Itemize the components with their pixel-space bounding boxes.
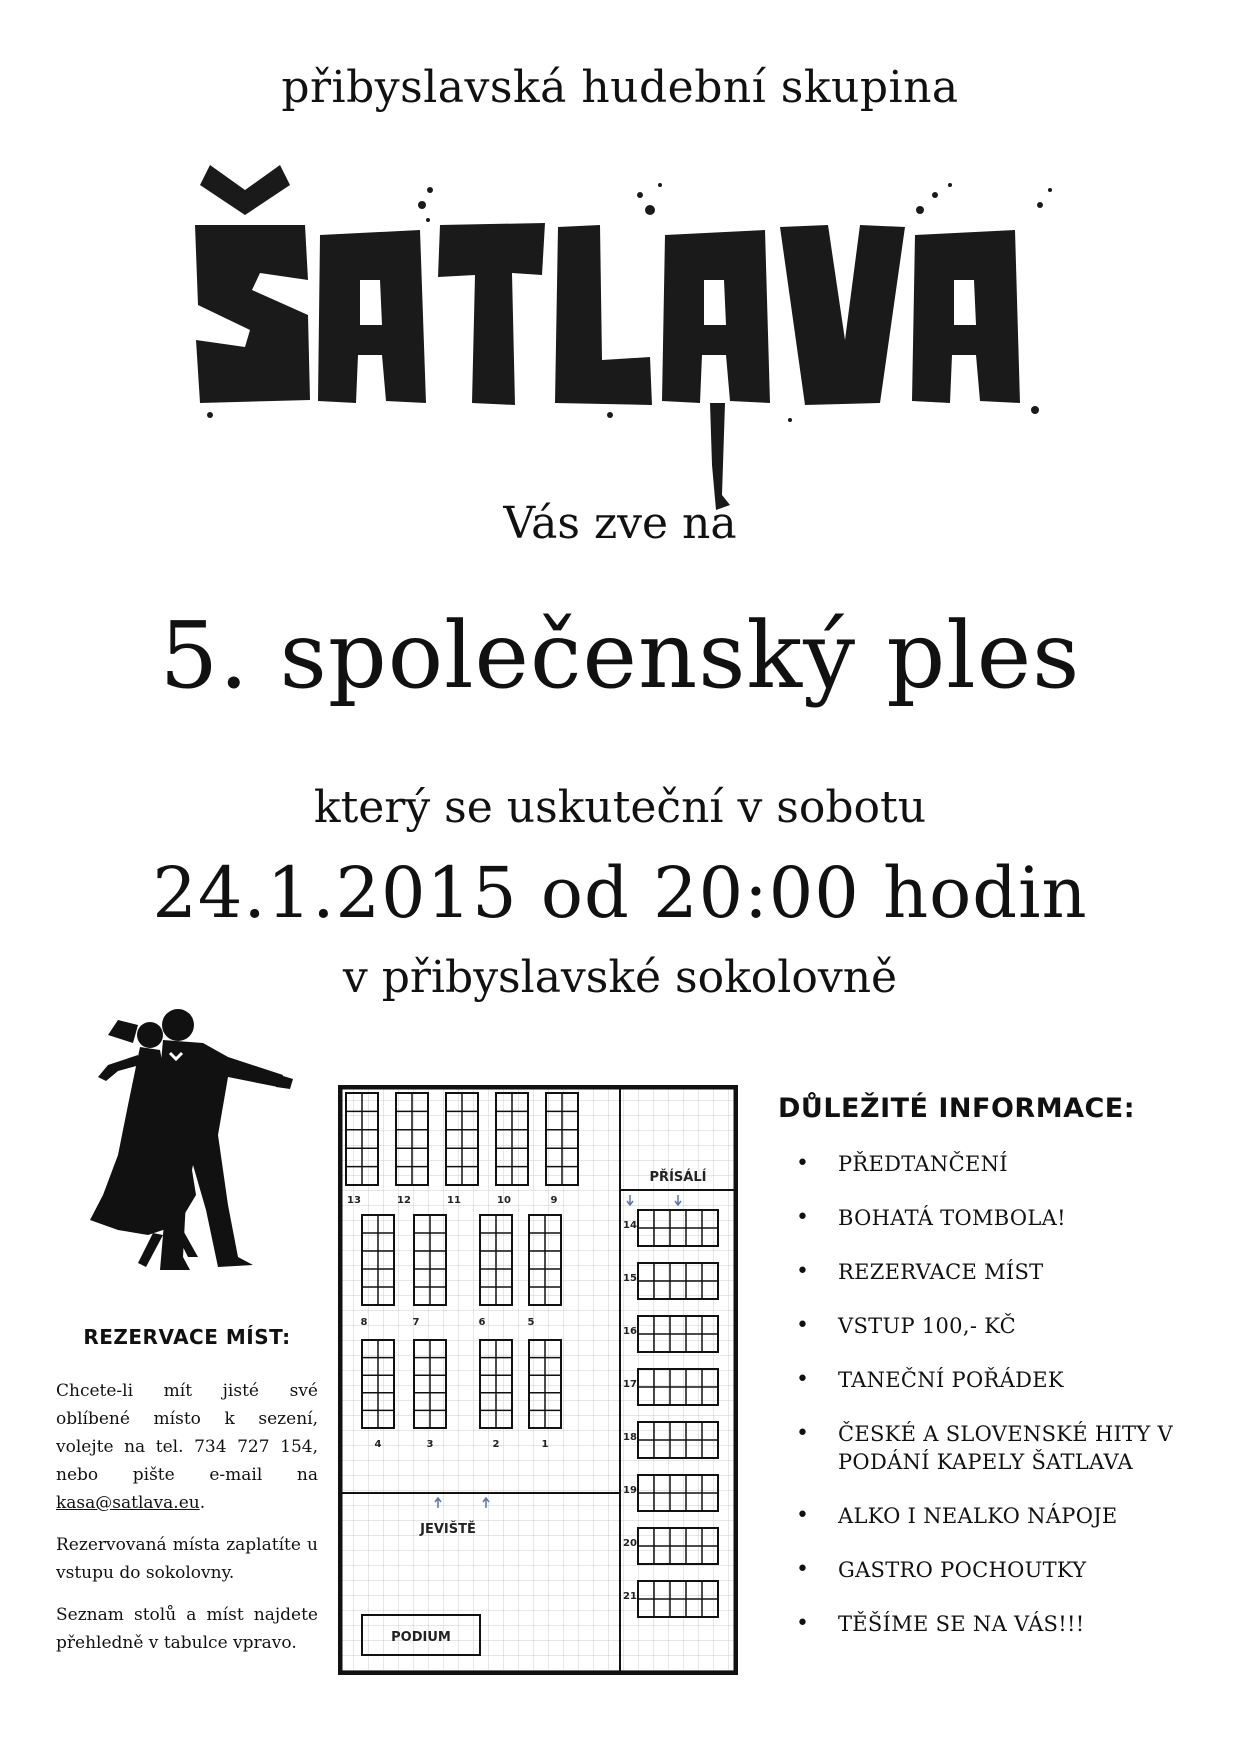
info-item: • PŘEDTANČENÍ: [778, 1150, 1198, 1178]
table-number: 9: [550, 1195, 558, 1206]
info-item: • VSTUP 100,- KČ: [778, 1312, 1198, 1340]
event-title: 5. společenský ples: [159, 602, 1081, 709]
event-when-intro: který se uskuteční v sobotu: [313, 782, 927, 833]
table-number: 3: [426, 1439, 434, 1450]
info-item: • REZERVACE MÍST: [778, 1258, 1198, 1286]
info-item: • ČESKÉ A SLOVENSKÉ HITY V PODÁNÍ KAPELY ŠATLAVA: [778, 1420, 1198, 1476]
info-list: [778, 1150, 1198, 1638]
podium-label: PODIUM: [391, 1630, 451, 1645]
event-place: v přibyslavské sokolovně: [342, 952, 898, 1003]
table-number: 17: [623, 1379, 637, 1390]
band-logo: [190, 165, 1070, 525]
reservation-table-note-paragraph: Seznam stolů a míst najdete přehledně v tabulce vpravo.: [56, 1605, 318, 1653]
stage-label: JEVIŠTĚ: [420, 1522, 476, 1537]
info-item: • GASTRO POCHOUTKY: [778, 1556, 1198, 1584]
table-number: 20: [623, 1538, 637, 1549]
important-info-section: [778, 1093, 1198, 1664]
table-number: 7: [412, 1317, 420, 1328]
reservation-payment-paragraph: Rezervovaná místa zaplatíte u vstupu do sokolovny.: [56, 1535, 318, 1583]
seating-floor-plan: [338, 1085, 738, 1675]
table-number: 15: [623, 1273, 637, 1284]
info-item: • BOHATÁ TOMBOLA!: [778, 1204, 1198, 1232]
info-heading: DŮLEŽITÉ INFORMACE:: [778, 1093, 1136, 1124]
reservation-section: [56, 1325, 318, 1671]
info-item: • ALKO I NEALKO NÁPOJE: [778, 1502, 1198, 1530]
table-number: 13: [347, 1195, 361, 1206]
info-item: • TĚŠÍME SE NA VÁS!!!: [778, 1610, 1198, 1638]
invite-line: Vás zve na: [503, 498, 737, 549]
table-number: 10: [497, 1195, 511, 1206]
table-number: 6: [478, 1317, 486, 1328]
table-number: 18: [623, 1432, 637, 1443]
side-room-label: PŘÍSÁLÍ: [649, 1170, 707, 1185]
table-number: 8: [360, 1317, 368, 1328]
info-item: • TANEČNÍ POŘÁDEK: [778, 1366, 1198, 1394]
table-number: 19: [623, 1485, 637, 1496]
table-number: 1: [541, 1439, 549, 1450]
table-number: 2: [492, 1439, 500, 1450]
event-datetime: 24.1.2015 od 20:00 hodin: [152, 852, 1088, 934]
table-number: 16: [623, 1326, 637, 1337]
table-number: 11: [447, 1195, 461, 1206]
band-subtitle: přibyslavská hudební skupina: [281, 62, 959, 113]
reservation-contact-text: Chcete-li mít jisté své oblíbené místo k sezení, volejte na tel. 734 727 154, nebo pište e-mail na: [56, 1381, 318, 1485]
dancing-couple-illustration: [78, 995, 318, 1277]
reservation-contact-end: .: [199, 1493, 206, 1513]
table-number: 21: [623, 1591, 637, 1602]
reservation-heading: REZERVACE MÍST:: [83, 1325, 291, 1349]
table-number: 4: [374, 1439, 382, 1450]
table-number: 14: [623, 1220, 637, 1231]
table-number: 5: [527, 1317, 535, 1328]
reservation-email-link[interactable]: kasa@satlava.eu: [56, 1493, 200, 1513]
reservation-contact-paragraph: [56, 1377, 318, 1517]
table-number: 12: [397, 1195, 411, 1206]
